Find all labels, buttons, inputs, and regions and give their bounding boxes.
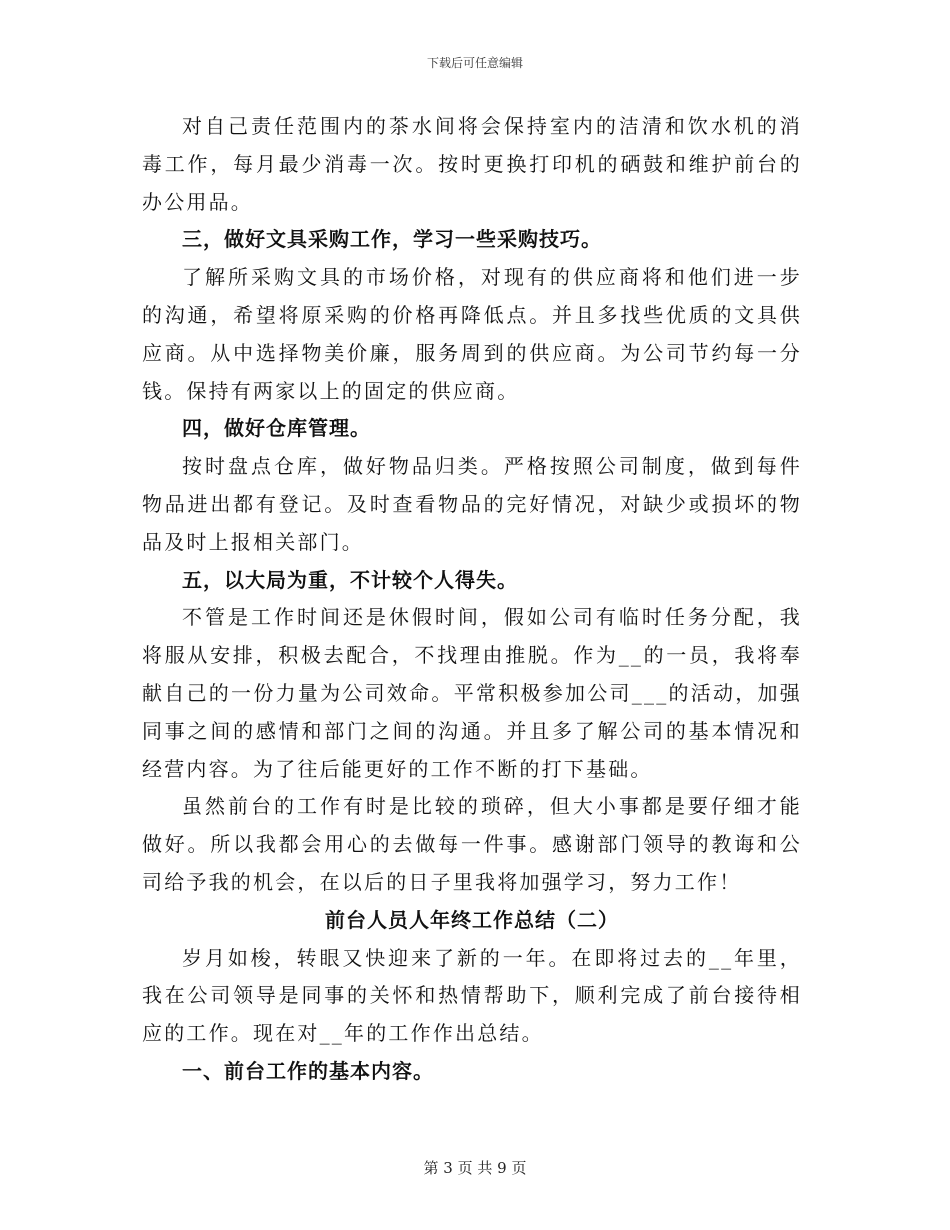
- document-body: [142, 108, 802, 1091]
- section-title-two: 前台人员人年终工作总结（二）: [325, 907, 619, 932]
- heading-stationery-purchase: 三，做好文具采购工作，学习一些采购技巧。: [182, 227, 602, 252]
- paragraph-stationery-purchase: 了解所采购文具的市场价格，对现有的供应商将和他们进一步的沟通，希望将原采购的价格再降低点。并且多找些优质的文具供应商。从中选择物美价廉，服务周到的供应商。为公司节约每一分钱。保持有两家以上的固定的供应商。: [142, 265, 802, 403]
- heading-front-desk-basics: 一、前台工作的基本内容。: [182, 1058, 434, 1083]
- paragraph-warehouse: 按时盘点仓库，做好物品归类。严格按照公司制度，做到每件物品进出都有登记。及时查看物品的完好情况，对缺少或损坏的物品及时上报相关部门。: [142, 454, 802, 554]
- paragraph-big-picture: 不管是工作时间还是休假时间，假如公司有临时任务分配，我将服从安排，积极去配合，不找理由推脱。作为__的一员，我将奉献自己的一份力量为公司效命。平常积极参加公司___的活动，加强同事之间的感情和部门之间的沟通。并且多了解公司的基本情况和经营内容。为了往后能更好的工作不断的打下基础。: [142, 605, 802, 781]
- paragraph-tea-room: 对自己责任范围内的茶水间将会保持室内的洁清和饮水机的消毒工作，每月最少消毒一次。按时更换打印机的硒鼓和维护前台的办公用品。: [142, 114, 802, 214]
- heading-warehouse: 四，做好仓库管理。: [182, 416, 371, 441]
- page-footer: 第 3 页 共 9 页: [423, 1159, 527, 1177]
- heading-big-picture: 五，以大局为重，不计较个人得失。: [182, 567, 518, 592]
- page-header: 下载后可任意编辑: [426, 56, 523, 70]
- paragraph-intro-two: 岁月如梭，转眼又快迎来了新的一年。在即将过去的__年里，我在公司领导是同事的关怀和热情帮助下，顺利完成了前台接待相应的工作。现在对__年的工作作出总结。: [142, 945, 802, 1046]
- paragraph-conclusion: 虽然前台的工作有时是比较的琐碎，但大小事都是要仔细才能做好。所以我都会用心的去做每一件事。感谢部门领导的教诲和公司给予我的机会，在以后的日子里我将加强学习，努力工作！: [142, 794, 802, 894]
